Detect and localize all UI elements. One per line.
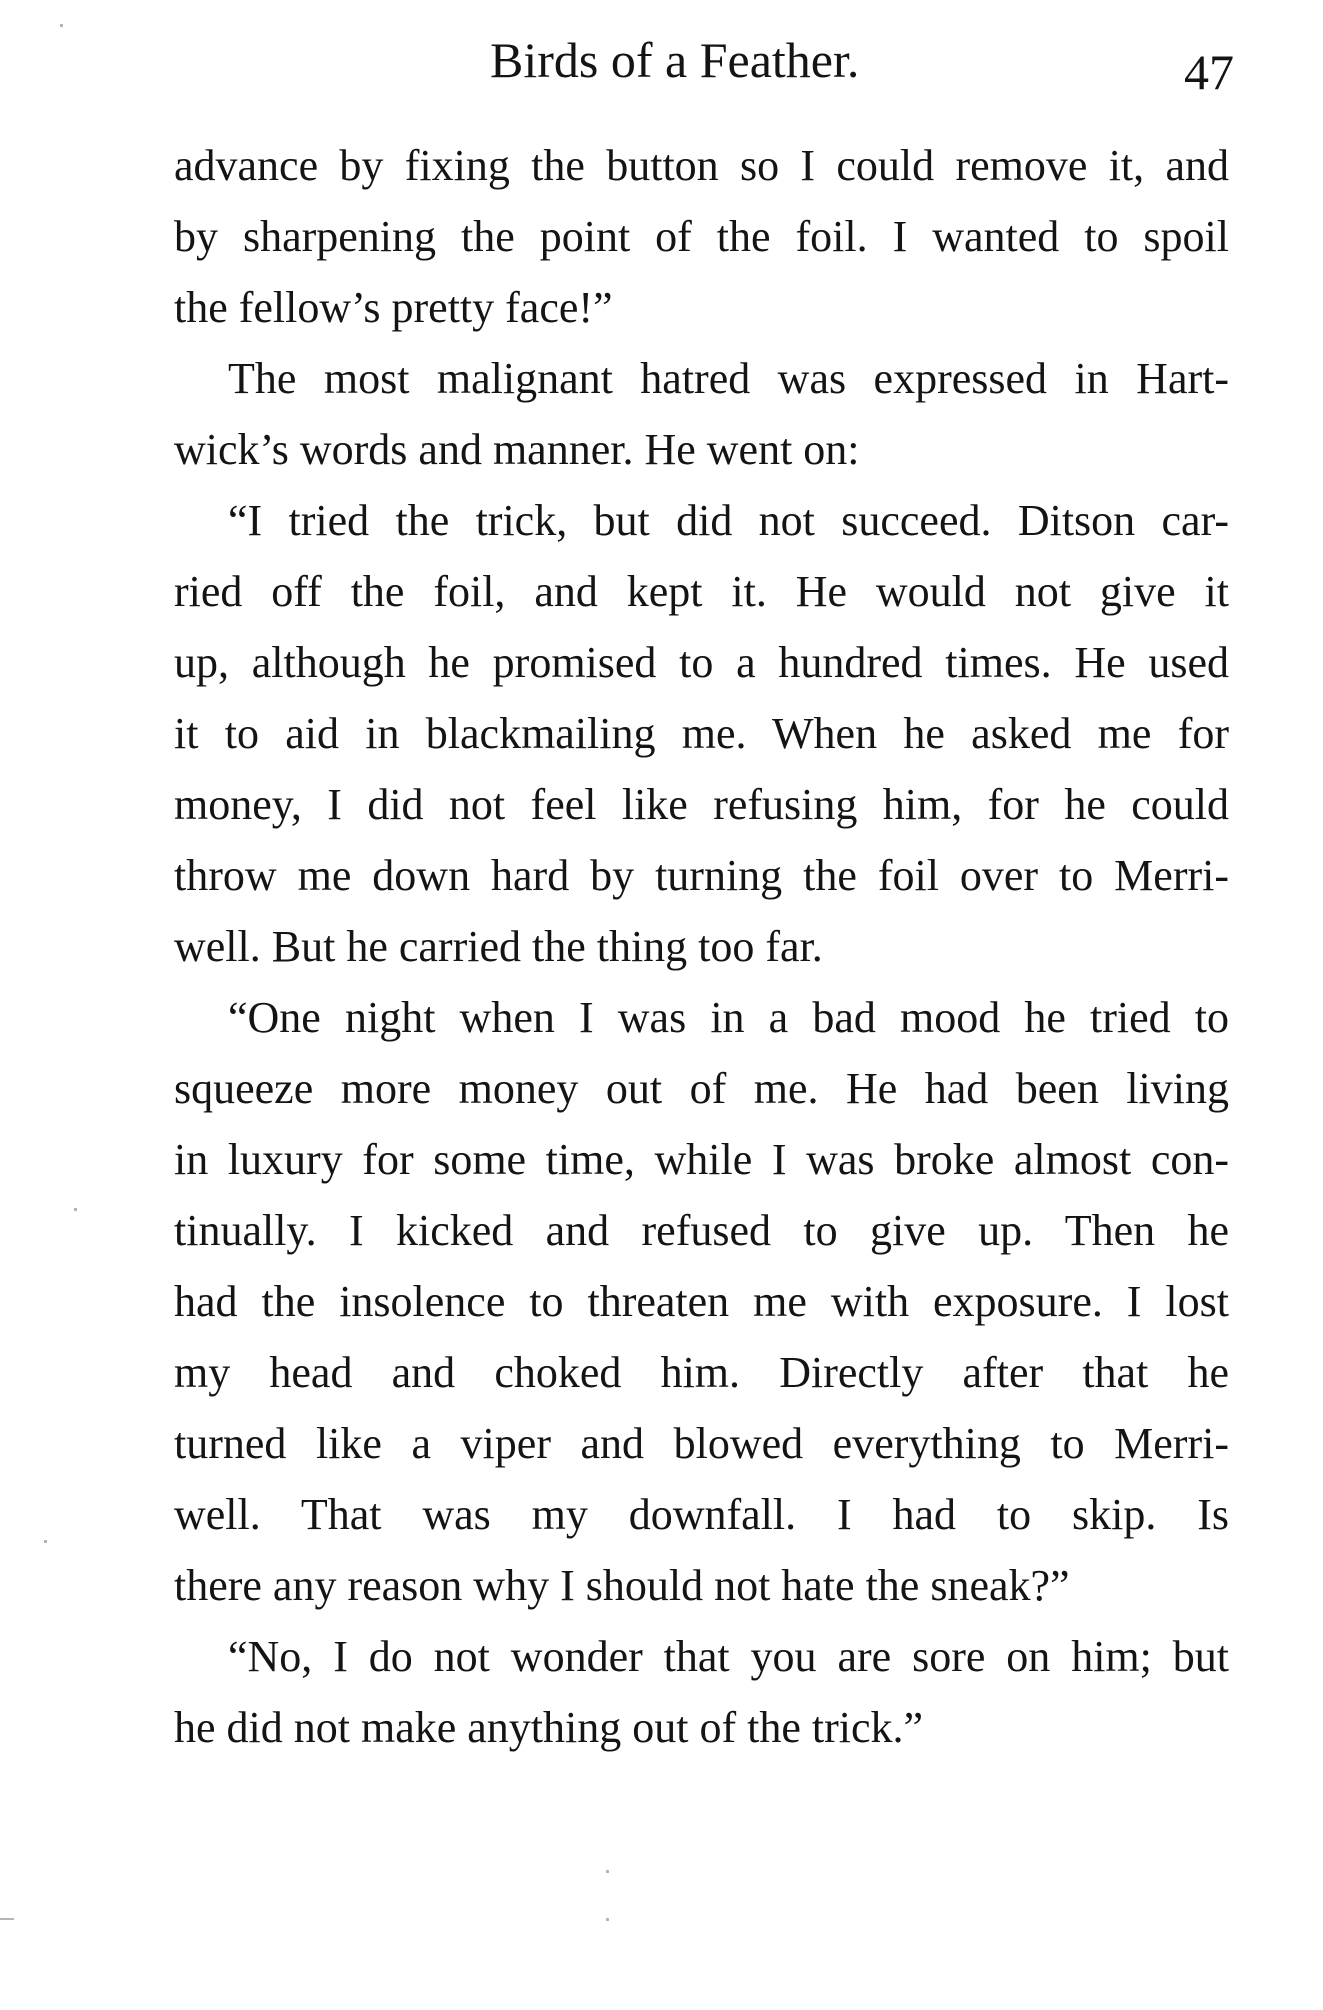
text-line: ried off the foil, and kept it. He would not give it — [174, 567, 1229, 616]
running-title: Birds of a Feather. — [490, 32, 860, 88]
text-line: advance by fixing the button so I could remove it, and — [174, 141, 1229, 190]
body-text — [174, 130, 1229, 1763]
text-line: in luxury for some time, while I was broke almost con- — [174, 1135, 1229, 1184]
text-line: by sharpening the point of the foil. I wanted to spoil — [174, 212, 1229, 261]
text-line: up, although he promised to a hundred times. He used — [174, 638, 1229, 687]
scan-speck — [74, 1208, 77, 1211]
text-line: turned like a viper and blowed everything to Merri- — [174, 1419, 1229, 1468]
text-line: wick’s words and manner. He went on: — [174, 425, 860, 474]
text-line: had the insolence to threaten me with exposure. I lost — [174, 1277, 1229, 1326]
text-line: well. That was my downfall. I had to skip. Is — [174, 1490, 1229, 1539]
text-line: money, I did not feel like refusing him, for he could — [174, 780, 1229, 829]
text-line: my head and choked him. Directly after that he — [174, 1348, 1229, 1397]
text-line: it to aid in blackmailing me. When he asked me for — [174, 709, 1229, 758]
text-line: he did not make anything out of the trick.” — [174, 1703, 924, 1752]
text-line: tinually. I kicked and refused to give up. Then he — [174, 1206, 1229, 1255]
scan-speck — [606, 1870, 609, 1873]
text-line: “One night when I was in a bad mood he tried to — [228, 993, 1229, 1042]
text-line: there any reason why I should not hate the sneak?” — [174, 1561, 1070, 1610]
text-line: throw me down hard by turning the foil over to Merri- — [174, 851, 1229, 900]
page-number: 47 — [1184, 44, 1234, 100]
text-line: the fellow’s pretty face!” — [174, 283, 613, 332]
scan-speck — [606, 1918, 609, 1921]
scan-speck — [44, 1540, 47, 1543]
text-line: The most malignant hatred was expressed in Hart- — [228, 354, 1229, 403]
scan-speck — [60, 24, 63, 27]
scan-speck — [0, 1918, 14, 1920]
text-line: squeeze more money out of me. He had been living — [174, 1064, 1229, 1113]
text-line: “No, I do not wonder that you are sore on him; but — [228, 1632, 1229, 1681]
text-line: well. But he carried the thing too far. — [174, 922, 823, 971]
text-line: “I tried the trick, but did not succeed. Ditson car- — [228, 496, 1229, 545]
